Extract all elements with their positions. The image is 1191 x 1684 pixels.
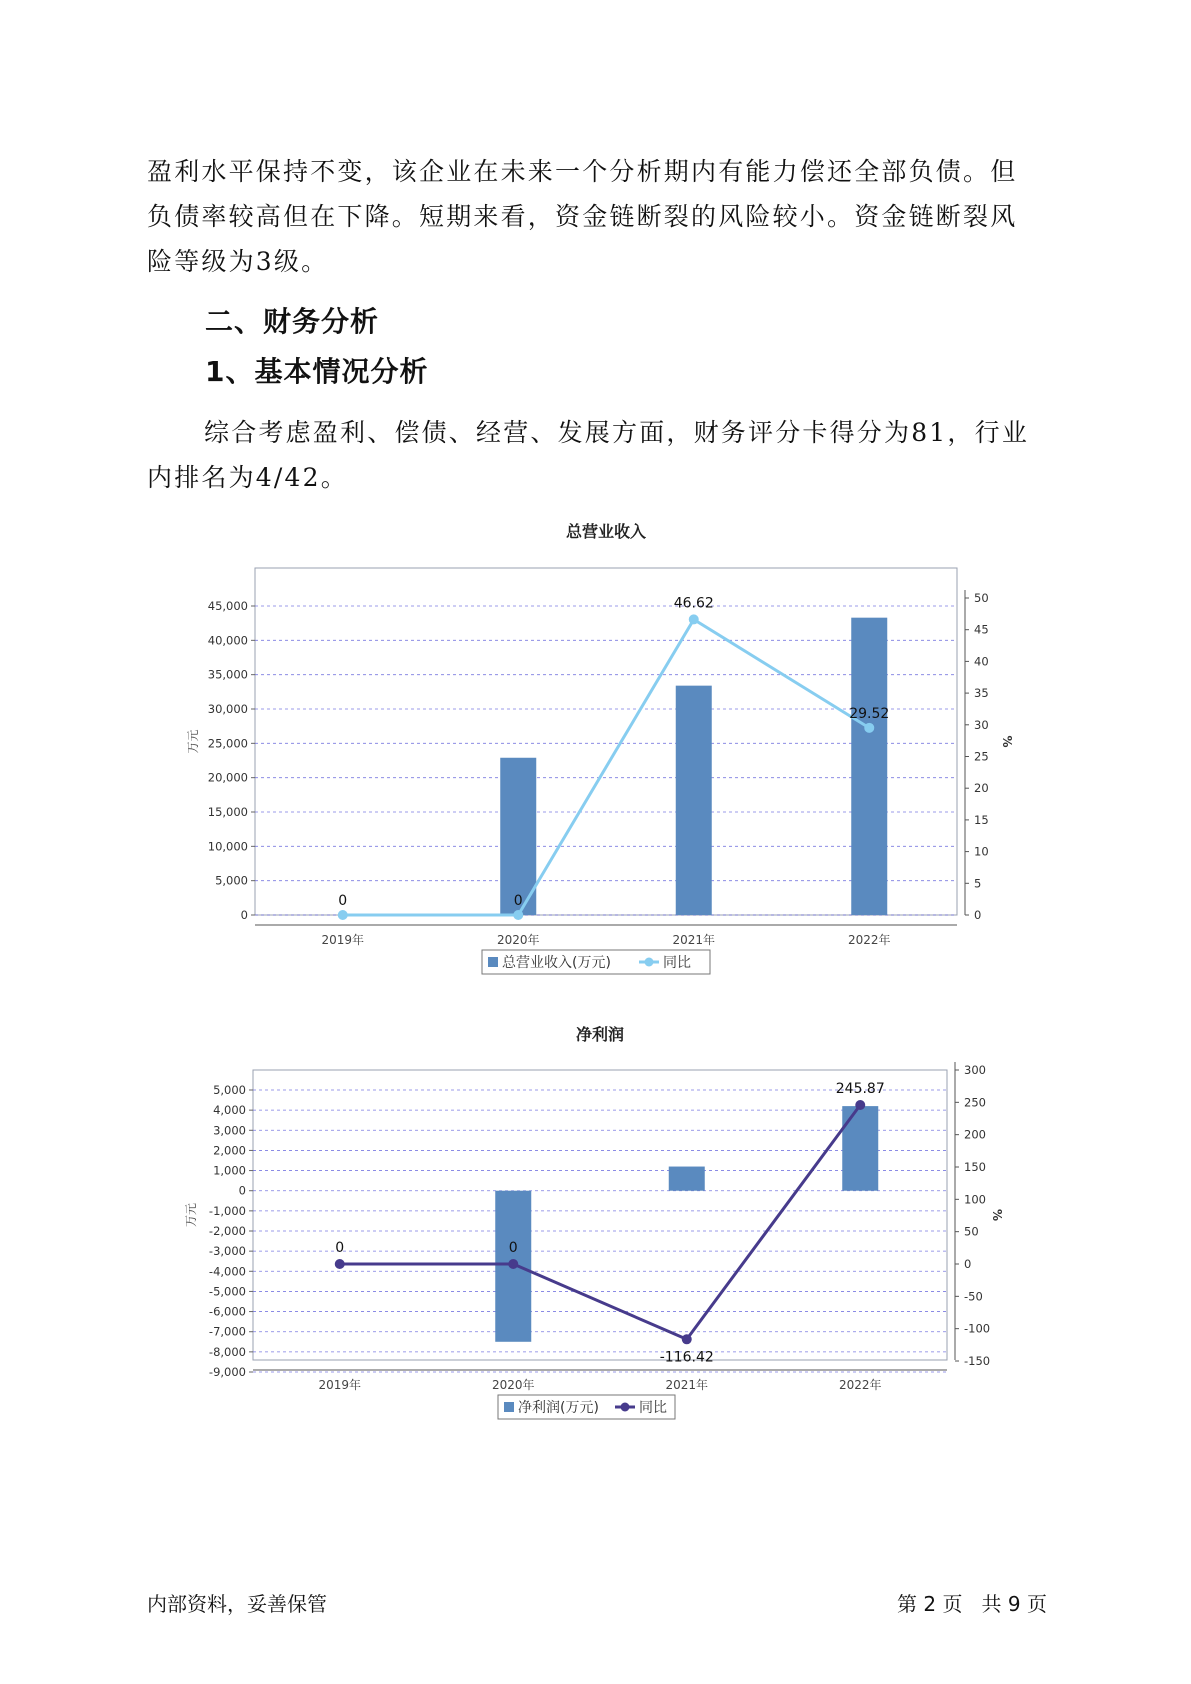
footer-confidential-note: 内部资料，妥善保管 <box>147 1592 327 1616</box>
paragraph-line: 盈利水平保持不变，该企业在未来一个分析期内有能力偿还全部负债。但 <box>147 157 1018 186</box>
data-label: 29.52 <box>849 705 890 722</box>
chart-title: 净利润 <box>575 1025 625 1044</box>
y-tick-label: -4,000 <box>208 1264 246 1279</box>
y2-tick-label: 0 <box>964 1257 972 1271</box>
y2-axis-title: % <box>1000 735 1014 748</box>
paragraph-line: 险等级为3级。 <box>147 247 329 276</box>
y2-tick-label: 40 <box>974 654 989 669</box>
y-axis-title: 万元 <box>186 729 200 754</box>
line-point <box>855 1100 865 1110</box>
paragraph-line: 负债率较高但在下降。短期来看，资金链断裂的风险较小。资金链断裂风 <box>147 202 1018 231</box>
subsection-heading: 1、基本情况分析 <box>205 355 429 388</box>
x-tick-label: 2021年 <box>672 933 716 947</box>
y2-tick-label: -100 <box>964 1321 991 1336</box>
y2-tick-label: 100 <box>964 1192 986 1207</box>
paragraph-line: 综合考虑盈利、偿债、经营、发展方面，财务评分卡得分为81，行业 <box>204 418 1030 447</box>
y-tick-label: 30,000 <box>207 702 248 716</box>
data-label: 0 <box>335 1240 345 1256</box>
y2-tick-label: 30 <box>974 717 989 732</box>
y2-tick-label: 50 <box>974 591 989 605</box>
y-axis-title: 万元 <box>184 1202 198 1228</box>
y2-tick-label: 15 <box>974 812 989 827</box>
data-label: 0 <box>508 1240 518 1256</box>
y-tick-label: 15,000 <box>207 805 248 819</box>
line-point <box>689 614 699 624</box>
y-tick-label: -3,000 <box>208 1244 246 1259</box>
y2-tick-label: -50 <box>964 1289 983 1304</box>
y-tick-label: 10,000 <box>207 839 248 854</box>
x-tick-label: 2020年 <box>491 1378 535 1392</box>
line-point <box>682 1334 692 1344</box>
line-point <box>508 1259 518 1269</box>
legend-label-line: 同比 <box>663 955 691 971</box>
y2-tick-label: 300 <box>964 1063 986 1077</box>
line-point <box>513 910 523 920</box>
x-tick-label: 2019年 <box>318 1378 362 1392</box>
y2-axis-title: % <box>990 1208 1004 1222</box>
bar <box>849 618 890 915</box>
y2-tick-label: 35 <box>974 686 989 701</box>
bar <box>669 1167 705 1191</box>
footer-page-number: 第 2 页 共 9 页 <box>897 1592 1047 1616</box>
y-tick-label: -8,000 <box>208 1344 246 1359</box>
x-tick-label: 2019年 <box>321 933 365 947</box>
y2-tick-label: 200 <box>964 1127 986 1142</box>
y-tick-label: 3,000 <box>213 1123 246 1138</box>
chart-legend <box>482 950 710 974</box>
line-point <box>338 910 348 920</box>
data-label: 0 <box>513 893 523 909</box>
y-tick-label: -7,000 <box>208 1324 246 1339</box>
paragraph-line: 内排名为4/42。 <box>147 463 348 492</box>
line-point <box>864 723 874 733</box>
y2-tick-label: 250 <box>964 1095 986 1110</box>
legend-label-bar: 净利润(万元) <box>518 1400 599 1416</box>
x-tick-label: 2020年 <box>496 933 540 947</box>
y-tick-label: 35,000 <box>207 667 248 682</box>
y2-tick-label: 20 <box>974 781 989 796</box>
y2-tick-label: 25 <box>974 749 989 764</box>
y-tick-label: 20,000 <box>207 770 248 785</box>
net-profit-chart <box>170 1025 1004 1495</box>
bar <box>676 686 712 915</box>
y-tick-label: 0 <box>238 1183 246 1198</box>
bar <box>842 1106 878 1191</box>
x-tick-label: 2022年 <box>838 1378 882 1392</box>
y-tick-label: -6,000 <box>208 1304 246 1319</box>
y-tick-label: 1,000 <box>213 1163 246 1178</box>
y-tick-label: 2,000 <box>213 1143 246 1158</box>
data-label: 245.87 <box>835 1081 885 1098</box>
legend-label-line: 同比 <box>639 1400 667 1416</box>
y-tick-label: 0 <box>240 908 248 922</box>
chart-legend <box>498 1395 675 1419</box>
y-tick-label: -5,000 <box>208 1284 246 1299</box>
y-tick-label: 5,000 <box>215 873 248 888</box>
section-heading: 二、财务分析 <box>205 305 380 338</box>
y2-tick-label: 5 <box>974 876 982 891</box>
y-tick-label: -2,000 <box>208 1224 246 1238</box>
y-tick-label: 40,000 <box>207 633 248 648</box>
legend-swatch-point <box>621 1403 630 1412</box>
y2-tick-label: 10 <box>974 844 989 859</box>
y-tick-label: -1,000 <box>208 1203 246 1218</box>
y-tick-label: 25,000 <box>207 736 248 751</box>
legend-swatch-bar <box>504 1402 514 1412</box>
y-tick-label: 45,000 <box>207 599 248 613</box>
data-label: 46.62 <box>673 595 714 612</box>
x-tick-label: 2021年 <box>665 1378 709 1392</box>
line-point <box>335 1259 345 1269</box>
y2-tick-label: 0 <box>974 908 982 922</box>
y-tick-label: 4,000 <box>213 1103 246 1118</box>
legend-label-bar: 总营业收入(万元) <box>502 955 611 971</box>
legend-swatch-point <box>645 958 654 967</box>
y2-tick-label: 50 <box>964 1224 979 1239</box>
y2-tick-label: 150 <box>964 1160 986 1174</box>
x-tick-label: 2022年 <box>847 933 891 947</box>
y-tick-label: -9,000 <box>208 1365 246 1379</box>
y2-tick-label: -150 <box>964 1354 991 1368</box>
revenue-chart <box>170 522 1014 985</box>
data-label: -116.42 <box>659 1349 714 1366</box>
y-tick-label: 5,000 <box>213 1083 246 1097</box>
y2-tick-label: 45 <box>974 622 989 637</box>
data-label: 0 <box>338 893 348 909</box>
legend-swatch-bar <box>488 957 498 967</box>
chart-title: 总营业收入 <box>565 522 647 541</box>
